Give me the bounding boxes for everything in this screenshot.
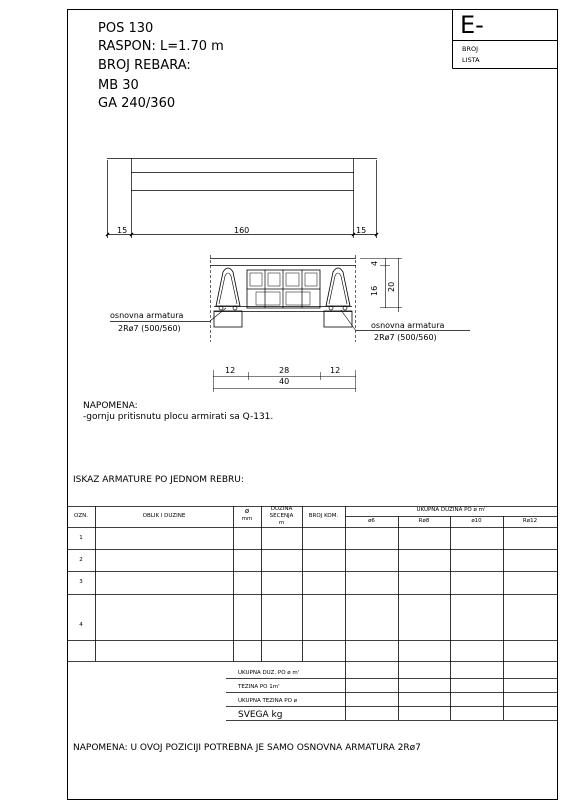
col-header-diameter-symbol: ø bbox=[244, 507, 250, 515]
concrete-grade: MB 30 bbox=[98, 78, 139, 93]
col-header-oblik: OBLIK I DUZINE bbox=[142, 513, 186, 519]
footer-note: NAPOMENA: U OVOJ POZICIJI POTREBNA JE SAMO OSNOVNA ARMATURA 2Rø7 bbox=[73, 743, 421, 753]
span-label: RASPON: L=1.70 m bbox=[98, 39, 224, 54]
sheet-list-label: LISTA bbox=[462, 56, 480, 64]
dim-40: 40 bbox=[279, 377, 290, 386]
steel-grade: GA 240/360 bbox=[98, 96, 176, 111]
summary-total-length: UKUPNA DUZ. PO ø m' bbox=[238, 670, 300, 676]
rebar-label-right-1: osnovna armatura bbox=[371, 321, 445, 330]
dim-12-left: 12 bbox=[225, 366, 236, 375]
dim-16: 16 bbox=[370, 285, 379, 296]
dim-left: 15 bbox=[117, 226, 128, 235]
col-header-phi6: ø6 bbox=[368, 518, 375, 524]
page-frame bbox=[68, 10, 558, 800]
dim-right: 15 bbox=[356, 226, 367, 235]
col-header-rphi12: Rø12 bbox=[522, 518, 538, 524]
note-title: NAPOMENA: bbox=[83, 401, 138, 411]
dim-20: 20 bbox=[387, 281, 396, 292]
rib-count-label: BROJ REBARA: bbox=[98, 58, 191, 73]
summary-total-weight: UKUPNA TEZINA PO ø bbox=[238, 698, 298, 704]
col-header-duzina-2: SECENJA bbox=[269, 513, 294, 519]
dim-12-right: 12 bbox=[330, 366, 341, 375]
col-header-duzina-1: DUZINA bbox=[270, 506, 293, 512]
summary-weight-per-m: TEZINA PO 1m' bbox=[238, 684, 280, 690]
col-header-rphi8: Rø8 bbox=[418, 518, 430, 524]
summary-grand-total: SVEGA kg bbox=[238, 710, 283, 720]
row-label-4: 4 bbox=[79, 622, 83, 628]
position-label: POS 130 bbox=[98, 21, 154, 36]
dim-28: 28 bbox=[279, 366, 290, 375]
col-header-phi10: ø10 bbox=[471, 518, 482, 524]
dim-middle: 160 bbox=[234, 226, 250, 235]
table-title: ISKAZ ARMATURE PO JEDNOM REBRU: bbox=[73, 475, 244, 485]
sheet-number-label: BROJ bbox=[462, 45, 479, 53]
rebar-label-right-2: 2Rø7 (500/560) bbox=[374, 333, 437, 342]
col-header-duzina-3: m bbox=[278, 520, 285, 526]
col-header-ukupna: UKUPNA DUZINA PO ø m' bbox=[416, 507, 486, 513]
col-header-broj: BROJ KOM. bbox=[308, 513, 339, 519]
row-label-2: 2 bbox=[79, 557, 83, 563]
note-text: -gornju pritisnutu plocu armirati sa Q-131. bbox=[83, 412, 274, 422]
col-header-ozn: OZN. bbox=[74, 513, 88, 519]
sheet-code: E- bbox=[460, 11, 484, 39]
col-header-mm: mm bbox=[241, 516, 253, 522]
rebar-label-left-1: osnovna armatura bbox=[110, 311, 184, 320]
rebar-label-left-2: 2Rø7 (500/560) bbox=[118, 324, 181, 333]
dim-4: 4 bbox=[370, 260, 379, 266]
row-label-1: 1 bbox=[79, 535, 83, 541]
row-label-3: 3 bbox=[79, 579, 83, 585]
